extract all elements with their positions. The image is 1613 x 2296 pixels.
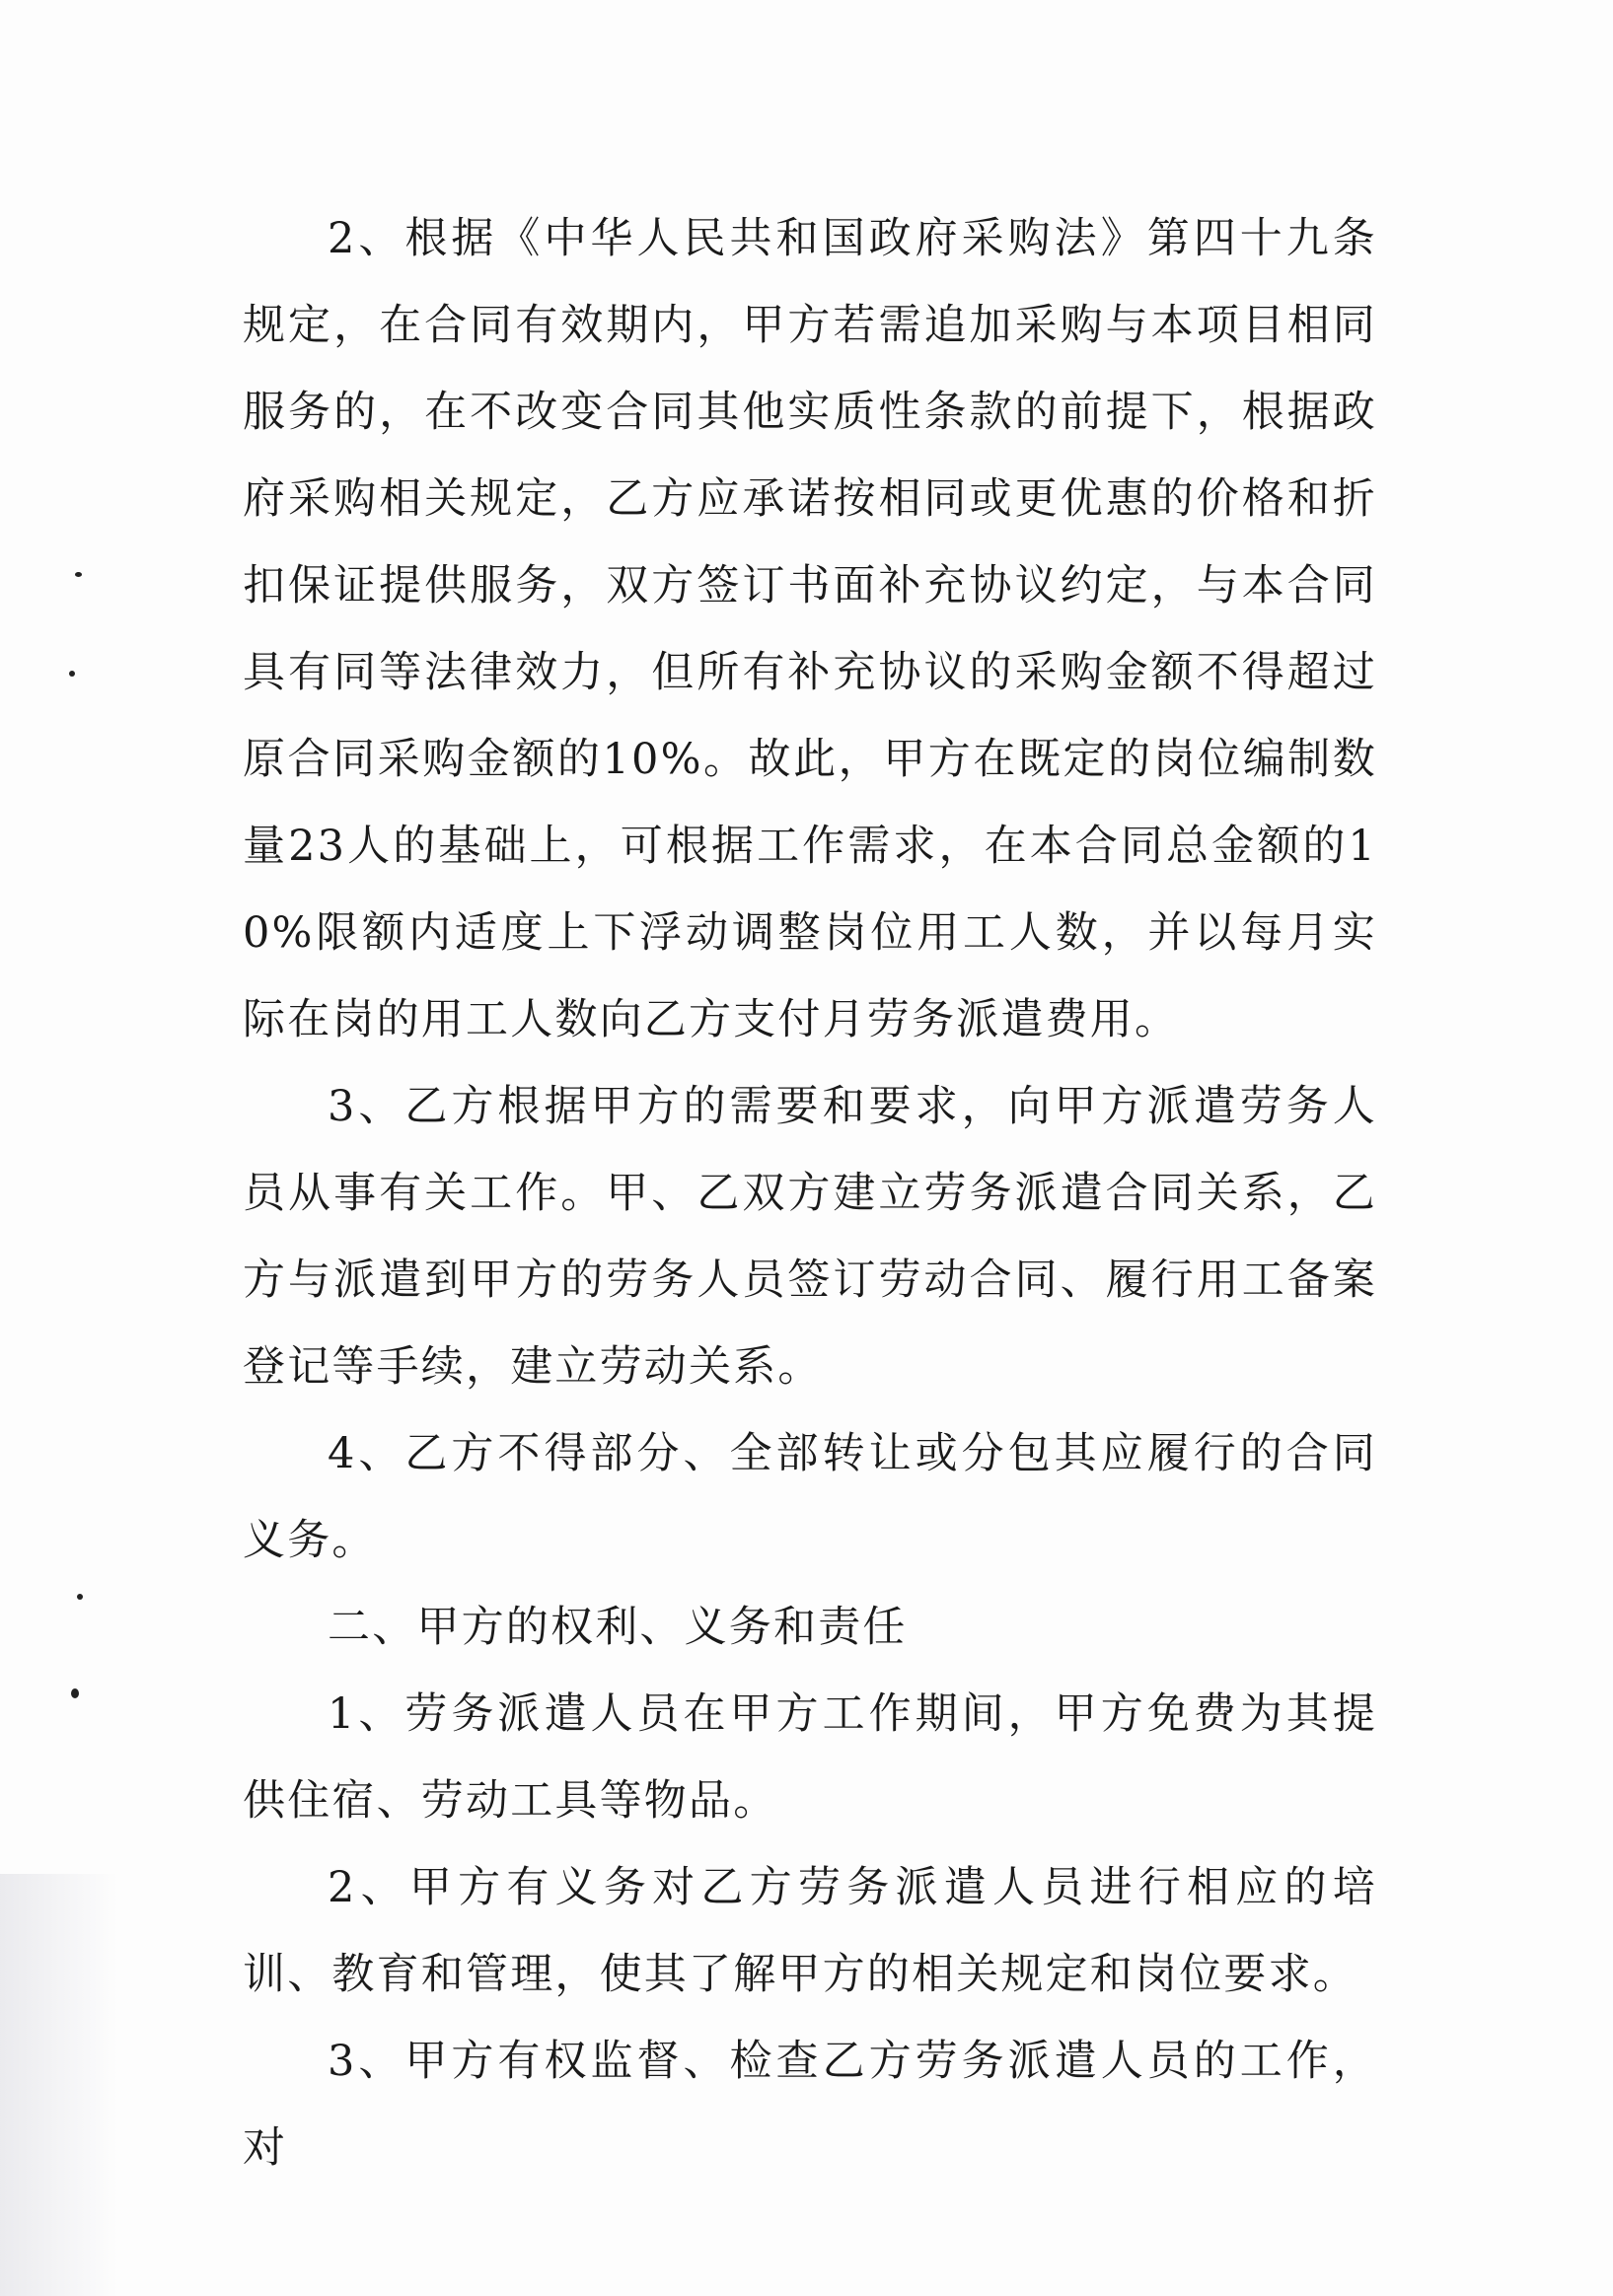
clause-4-no-transfer: 4、乙方不得部分、全部转让或分包其应履行的合同义务。 [243,1429,1377,1565]
binding-hole-mark [77,1594,83,1600]
clause-3-dispatch: 3、乙方根据甲方的需要和要求，向甲方派遣劳务人员从事有关工作。甲、乙双方建立劳务派遣合同关系，乙方与派遣到甲方的劳务人员签订劳动合同、履行用工备案登记等手续，建立劳动关系。 [243,1082,1377,1392]
scan-edge-shadow [0,1874,118,2296]
binding-hole-mark [69,671,75,677]
party-a-clause-2: 2、甲方有义务对乙方劳务派遣人员进行相应的培训、教育和管理，使其了解甲方的相关规定和岗位要求。 [243,1863,1377,1999]
clause-2-procurement: 2、根据《中华人民共和国政府采购法》第四十九条规定，在合同有效期内，甲方若需追加采购与本项目相同服务的，在不改变合同其他实质性条款的前提下，根据政府采购相关规定，乙方应承诺按相同或更优惠的价格和折扣保证提供服务，双方签订书面补充协议约定，与本合同具有同等法律效力，但所有补充协议的采购金额不得超过原合同采购金额的10%。故此，甲方在既定的岗位编制数量23人的基础上，可根据工作需求，在本合同总金额的10%限额内适度上下浮动调整岗位用工人数，并以每月实际在岗的用工人数向乙方支付月劳务派遣费用。 [243,214,1377,1044]
party-a-clause-3: 3、甲方有权监督、检查乙方劳务派遣人员的工作，对 [243,2037,1377,2173]
binding-hole-mark [71,1688,79,1698]
binding-hole-mark [75,572,82,577]
party-a-clause-1: 1、劳务派遣人员在甲方工作期间，甲方免费为其提供住宿、劳动工具等物品。 [243,1689,1377,1826]
section-heading: 二、甲方的权利、义务和责任 [328,1603,908,1652]
document-body [243,195,1377,2191]
